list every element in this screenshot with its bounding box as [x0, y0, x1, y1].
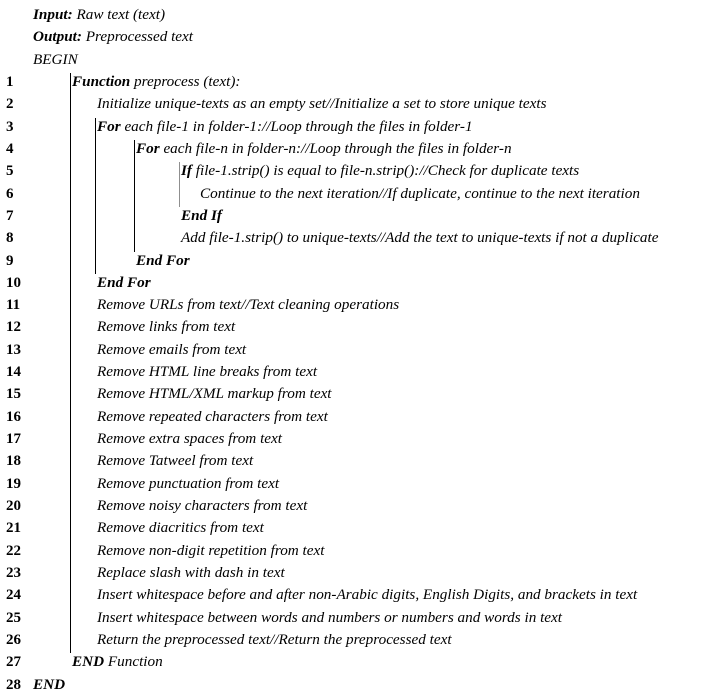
line-text	[136, 138, 512, 160]
code-line	[0, 406, 724, 428]
keyword-segment: END	[33, 675, 66, 692]
line-number: 20	[6, 498, 21, 515]
keyword-segment: End For	[97, 273, 151, 291]
code-line	[0, 584, 724, 606]
line-text	[33, 674, 65, 692]
line-number: 22	[6, 542, 21, 559]
line-text	[181, 227, 658, 249]
line-number: 16	[6, 408, 21, 425]
line-text	[97, 406, 328, 428]
line-text	[181, 160, 579, 182]
code-line	[0, 517, 724, 539]
text-segment: Function	[107, 653, 163, 671]
code-line	[0, 428, 724, 450]
code-line	[0, 339, 724, 361]
code-line	[0, 227, 724, 249]
code-line	[0, 71, 724, 93]
line-number: 21	[6, 520, 21, 537]
line-text	[33, 49, 78, 71]
line-text	[97, 294, 399, 316]
code-line	[0, 250, 724, 272]
line-number: 11	[6, 297, 21, 314]
text-segment: BEGIN	[33, 50, 78, 68]
code-line	[0, 316, 724, 338]
line-number: 8	[6, 230, 14, 247]
line-text	[97, 629, 452, 651]
text-segment: Raw text (text)	[76, 6, 166, 23]
text-segment: Insert whitespace between words and numbers or numbers and words in text	[97, 608, 563, 626]
text-segment: Remove emails from text	[97, 340, 247, 358]
text-segment: Add file-1.strip() to unique-texts//Add the text to unique-texts if not a duplicate	[181, 229, 659, 247]
keyword-segment: END	[72, 653, 108, 671]
line-text	[97, 495, 307, 517]
line-number: 27	[6, 654, 21, 671]
line-number: 1	[6, 73, 14, 90]
text-segment: Insert whitespace before and after non-Arabic digits, English Digits, and brackets in text	[97, 586, 638, 604]
line-number: 14	[6, 364, 21, 381]
line-text	[97, 116, 473, 138]
code-line	[0, 272, 724, 294]
text-segment: Initialize unique-texts as an empty set//Initialize a set to store unique texts	[97, 95, 547, 113]
code-line	[0, 540, 724, 562]
code-line	[0, 473, 724, 495]
line-text	[72, 651, 163, 673]
line-text	[97, 361, 317, 383]
line-text	[97, 584, 637, 606]
code-line	[0, 116, 724, 138]
line-number: 12	[6, 319, 21, 336]
code-line	[0, 205, 724, 227]
code-line	[0, 26, 724, 48]
line-text	[136, 250, 190, 272]
line-number: 19	[6, 475, 21, 492]
text-segment: Replace slash with dash in text	[97, 564, 285, 581]
code-line	[0, 138, 724, 160]
text-segment: Remove extra spaces from text	[97, 430, 282, 448]
keyword-segment: For	[136, 139, 164, 157]
code-line	[0, 495, 724, 517]
line-text	[97, 383, 332, 405]
line-number: 3	[6, 118, 14, 135]
line-number: 25	[6, 609, 21, 626]
text-segment: Remove repeated characters from text	[97, 407, 328, 425]
line-text	[97, 272, 151, 294]
text-segment: file-1.strip() is equal to file-n.strip()://Check for duplicate texts	[195, 162, 580, 180]
line-number: 13	[6, 341, 21, 358]
text-segment: Remove noisy characters from text	[97, 497, 308, 515]
line-number: 28	[6, 676, 21, 692]
line-text	[97, 93, 547, 115]
line-number: 2	[6, 96, 14, 113]
line-text	[181, 205, 222, 227]
line-number: 23	[6, 565, 21, 581]
line-text	[97, 517, 264, 539]
keyword-segment: End If	[181, 206, 222, 224]
code-line	[0, 4, 724, 26]
code-line	[0, 294, 724, 316]
line-number: 18	[6, 453, 21, 470]
code-line	[0, 361, 724, 383]
line-text	[33, 26, 193, 48]
code-line	[0, 183, 724, 205]
line-text	[200, 183, 640, 205]
line-number: 26	[6, 631, 21, 648]
line-text	[33, 4, 165, 26]
text-segment: Remove links from text	[97, 318, 236, 336]
line-number: 4	[6, 140, 14, 157]
code-line	[0, 383, 724, 405]
text-segment: each file-n in folder-n://Loop through the files in folder-n	[163, 139, 512, 157]
code-line	[0, 49, 724, 71]
keyword-segment: End For	[136, 251, 190, 269]
code-line	[0, 160, 724, 182]
line-number: 6	[6, 185, 14, 202]
line-number: 5	[6, 163, 14, 180]
line-text	[97, 562, 285, 584]
keyword-segment: If	[181, 162, 196, 180]
line-text	[97, 450, 253, 472]
line-text	[97, 316, 235, 338]
text-segment: Remove punctuation from text	[97, 474, 280, 492]
line-number: 17	[6, 431, 21, 448]
code-line	[0, 450, 724, 472]
line-number: 15	[6, 386, 21, 403]
code-line	[0, 629, 724, 651]
text-segment: Remove diacritics from text	[97, 519, 264, 537]
text-segment: Remove HTML/XML markup from text	[97, 385, 332, 403]
code-line	[0, 93, 724, 115]
code-line	[0, 562, 724, 584]
code-line	[0, 607, 724, 629]
keyword-segment: Output:	[33, 28, 86, 46]
text-segment: Return the preprocessed text//Return the preprocessed text	[97, 630, 452, 648]
text-segment: Preprocessed text	[85, 28, 194, 46]
text-segment: preprocess (text):	[134, 72, 241, 90]
code-line	[0, 674, 724, 692]
text-segment: Remove non-digit repetition from text	[97, 541, 325, 559]
line-text	[97, 428, 282, 450]
line-text	[97, 607, 562, 629]
keyword-segment: For	[97, 117, 125, 135]
line-text	[97, 540, 324, 562]
line-text	[97, 339, 246, 361]
line-text	[72, 71, 240, 93]
text-segment: Remove Tatweel from text	[97, 452, 254, 470]
text-segment: Continue to the next iteration//If duplicate, continue to the next iteration	[200, 184, 640, 202]
line-number: 9	[6, 252, 14, 269]
text-segment: Remove URLs from text//Text cleaning operations	[97, 296, 400, 314]
code-line	[0, 651, 724, 673]
text-segment: Remove HTML line breaks from text	[97, 363, 318, 381]
keyword-segment: Function	[72, 72, 135, 90]
line-text	[97, 473, 279, 495]
text-segment: each file-1 in folder-1://Loop through the files in folder-1	[124, 117, 473, 135]
line-number: 24	[6, 587, 21, 604]
keyword-segment: Input:	[33, 6, 77, 23]
line-number: 10	[6, 274, 21, 291]
line-number: 7	[6, 207, 14, 224]
